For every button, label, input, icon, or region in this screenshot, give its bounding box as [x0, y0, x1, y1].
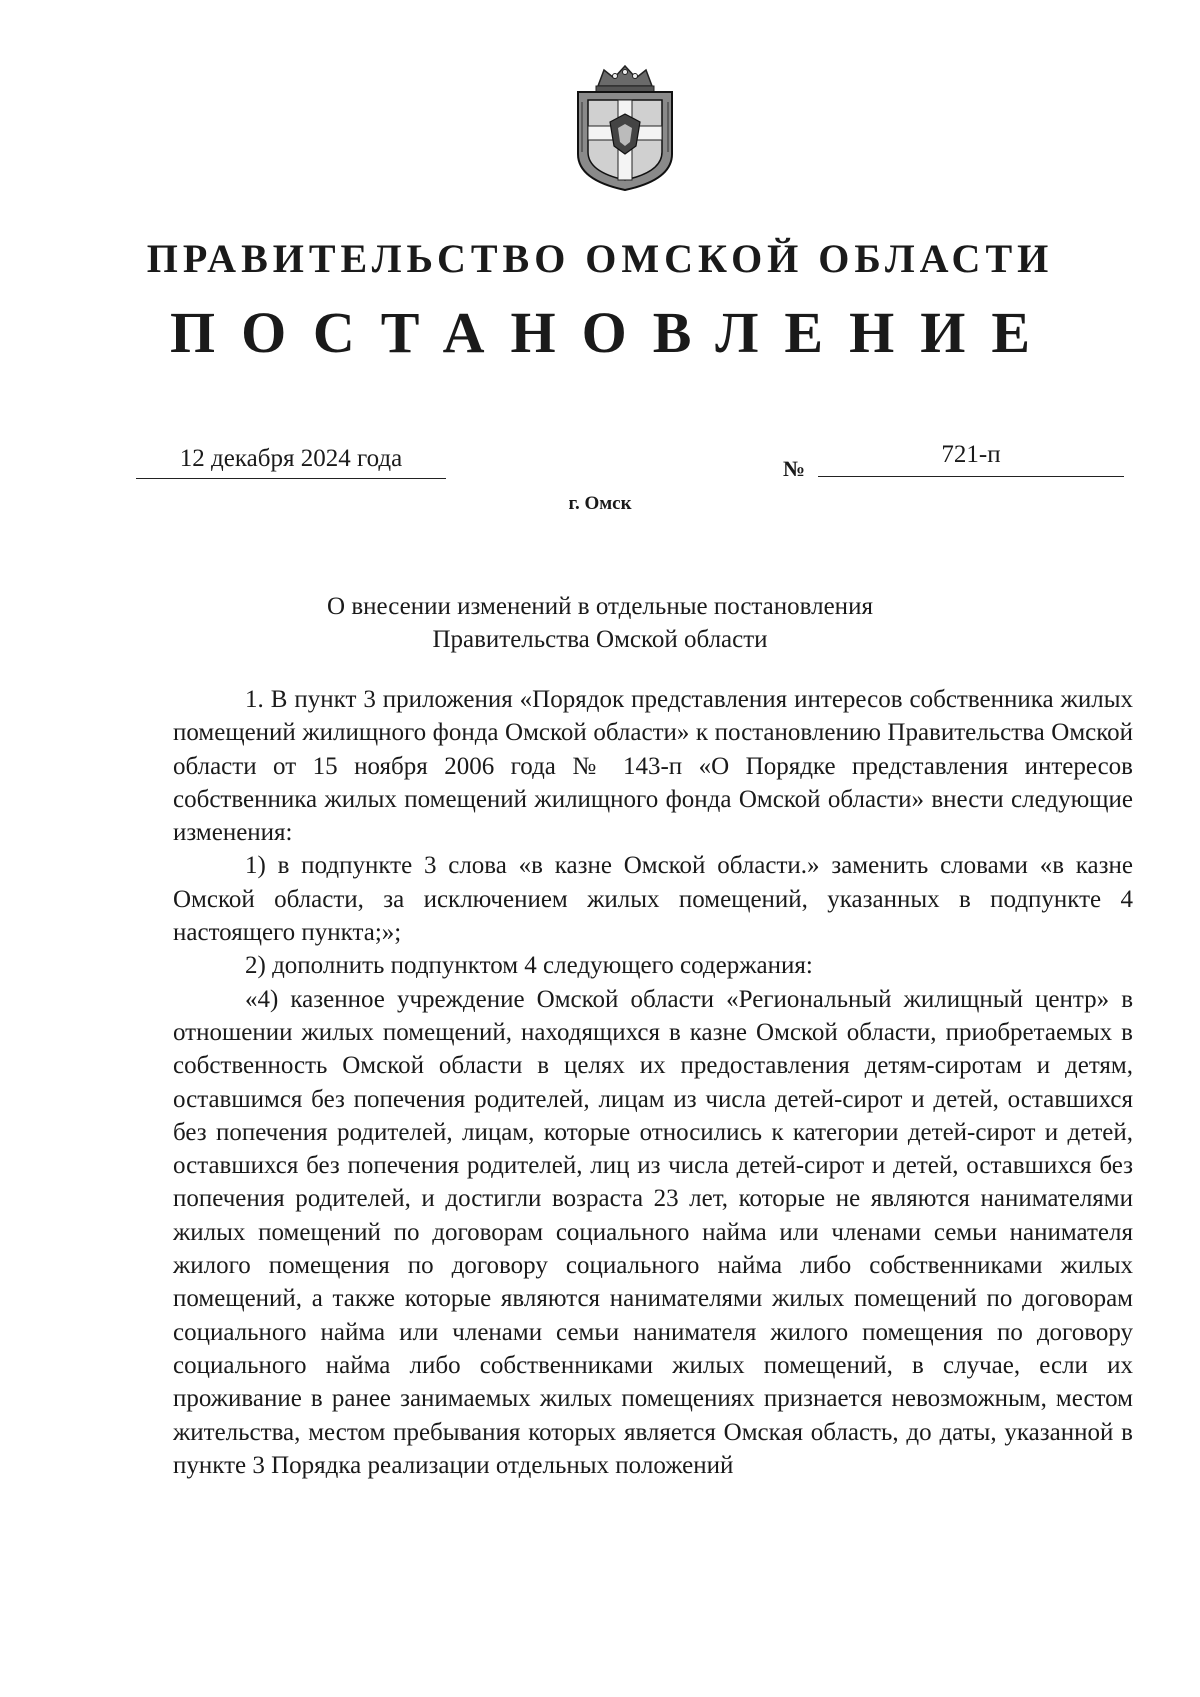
body-paragraph: 1) в подпункте 3 слова «в казне Омской области.» заменить словами «в казне Омской области, за исключением жилых помещений, указанных в подпункте 4 настоящего пункта;»;: [173, 852, 1133, 947]
document-subject: [0, 590, 1200, 656]
body-paragraph: 2) дополнить подпунктом 4 следующего содержания:: [245, 952, 813, 980]
body-paragraph: 1. В пункт 3 приложения «Порядок представления интересов собственника жилых помещений жилищного фонда Омской области» к постановлению Правительства Омской области от 15 ноября 2006 года № 143-п «О Порядке представления интересов собственника жилых помещений жилищного фонда Омской области» внести следующие изменения:: [173, 686, 1133, 847]
coat-of-arms-emblem: [570, 62, 680, 194]
document-number: 721-п: [818, 440, 1124, 477]
body-paragraph: «4) казенное учреждение Омской области «Региональный жилищный центр» в отношении жилых помещений, находящихся в казне Омской области, приобретаемых в собственность Омской области в целях их предоставления детям-сиротам и детям, оставшимся без попечения родителей, лицам из числа детей-сирот и детей, оставшихся без попечения родителей, лицам, которые относились к категории детей-сирот и детей, оставшихся без попечения родителей, лиц из числа детей-сирот и детей, оставшихся без попечения родителей, и достигли возраста 23 лет, которые не являются нанимателями жилых помещений по договорам социального найма или членами семьи нанимателя жилого помещения по договору социального найма либо собственниками жилых помещений, а также которые являются нанимателями жилых помещений по договорам социального найма или членами семьи нанимателя жилого помещения по договору социального найма либо собственниками жилых помещений, в случае, если их проживание в ранее занимаемых жилых помещениях признается невозможным, местом жительства, местом пребывания которых является Омская область, до даты, указанной в пункте 3 Порядка реализации отдельных положений: [173, 985, 1133, 1479]
document-type-heading: ПОСТАНОВЛЕНИЕ: [169, 300, 1057, 365]
subject-line-2: Правительства Омской области: [432, 626, 768, 653]
subject-line-1: О внесении изменений в отдельные постановления: [327, 593, 873, 620]
authority-title: ПРАВИТЕЛЬСТВО ОМСКОЙ ОБЛАСТИ: [146, 236, 1054, 281]
document-date: 12 декабря 2024 года: [136, 444, 446, 479]
number-label: №: [783, 456, 806, 481]
city-label: г. Омск: [568, 493, 632, 514]
document-body: [173, 683, 1133, 1482]
